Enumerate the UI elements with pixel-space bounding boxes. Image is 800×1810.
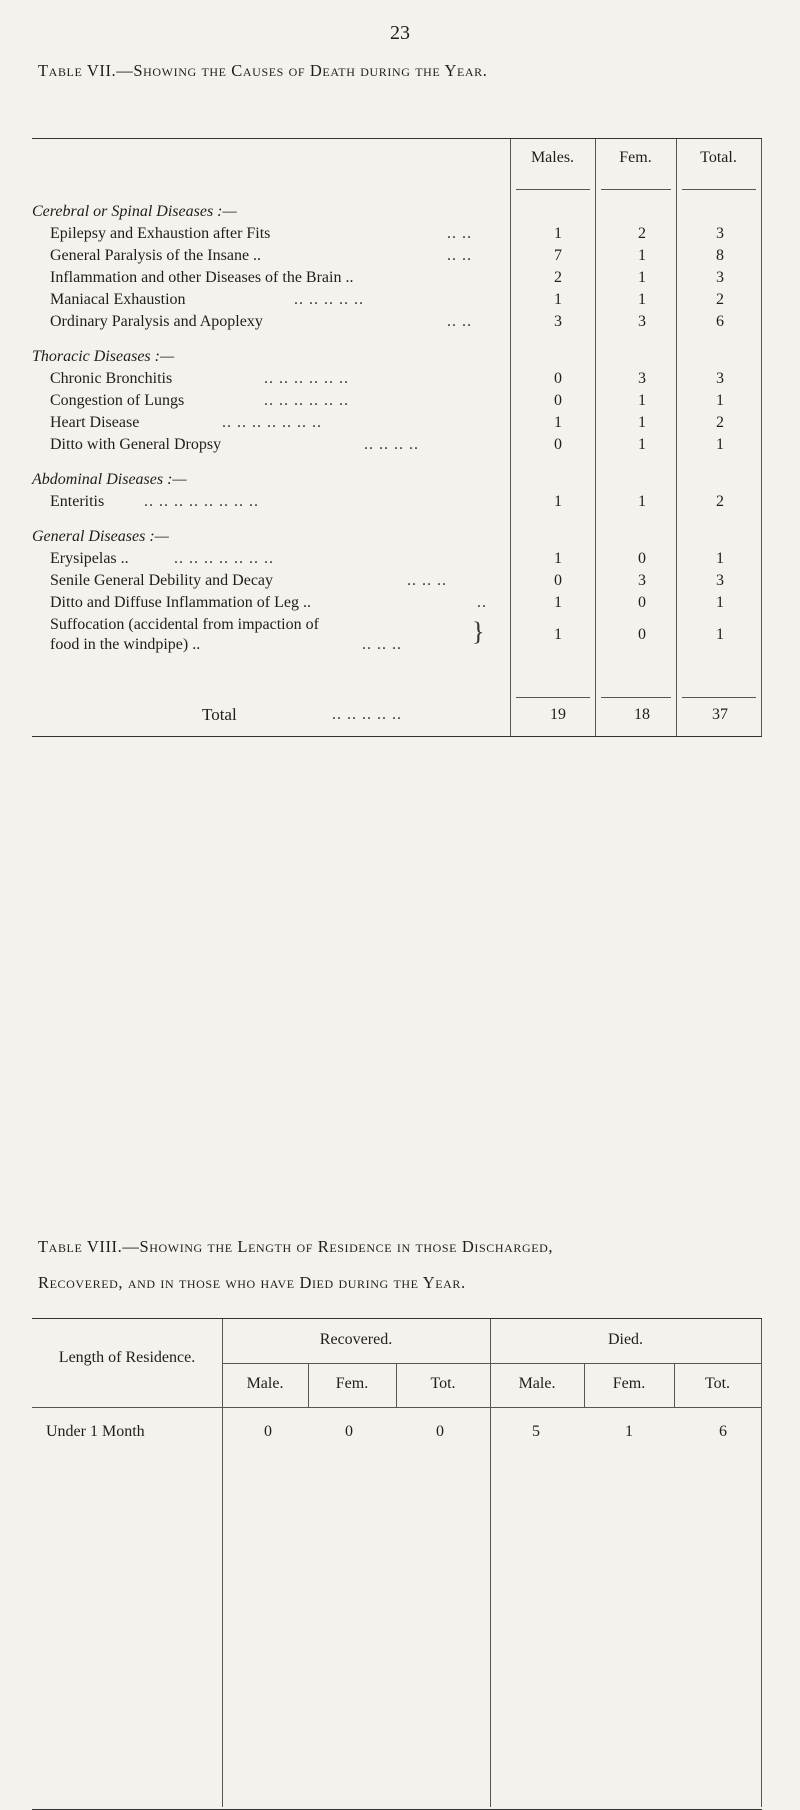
males-value: 0 — [554, 436, 562, 453]
cause-label: Ordinary Paralysis and Apoplexy — [50, 313, 263, 330]
page-number: 23 — [390, 22, 410, 44]
total-rule — [516, 697, 590, 698]
cause-label: Maniacal Exhaustion — [50, 291, 186, 308]
total-value: 1 — [716, 436, 724, 453]
cause-label: Congestion of Lungs — [50, 392, 185, 409]
males-value: 7 — [554, 247, 562, 264]
cause-label: Chronic Bronchitis — [50, 370, 173, 387]
fem-value: 2 — [638, 225, 646, 242]
value: 1 — [625, 1423, 633, 1440]
fem-value: 1 — [638, 493, 646, 510]
table-viii-caption-line-2: Recovered, and in those who have Died during the Year. — [38, 1273, 466, 1292]
cause-label: Erysipelas .. — [50, 550, 129, 567]
column-rule — [761, 1319, 762, 1807]
total-value: 8 — [716, 247, 724, 264]
sub-header-male: Male. — [246, 1375, 284, 1392]
males-value: 1 — [554, 291, 562, 308]
leader-dots: .. .. — [447, 247, 472, 264]
total-value: 1 — [716, 550, 724, 567]
cause-label: Inflammation and other Diseases of the Brain .. — [50, 269, 354, 286]
total-row — [32, 702, 762, 728]
sub-header-fem: Fem. — [612, 1375, 646, 1392]
leader-dots: .. .. .. .. .. .. — [264, 392, 349, 409]
total-rule — [601, 697, 671, 698]
cause-label-line-2: food in the windpipe) .. — [50, 636, 201, 653]
table-row — [32, 432, 762, 458]
section-heading: Cerebral or Spinal Diseases :— — [32, 203, 237, 220]
group-header-died: Died. — [607, 1331, 644, 1348]
cause-label: Ditto and Diffuse Inflammation of Leg .. — [50, 594, 311, 611]
males-total: 19 — [550, 706, 566, 723]
males-value: 1 — [554, 225, 562, 242]
value: 0 — [264, 1423, 272, 1440]
column-header-males: Males. — [530, 149, 575, 166]
total-value: 2 — [716, 414, 724, 431]
column-header-total: Total. — [700, 149, 737, 166]
leader-dots: .. .. .. — [362, 636, 402, 653]
brace-mark: } — [472, 617, 486, 646]
total-value: 2 — [716, 493, 724, 510]
fem-total: 18 — [634, 706, 650, 723]
table-row — [32, 1419, 762, 1445]
table-viii-caption — [38, 1228, 778, 1302]
males-value: 1 — [554, 550, 562, 567]
value: 5 — [532, 1423, 540, 1440]
fem-value: 1 — [638, 291, 646, 308]
cause-label: Senile General Debility and Decay — [50, 572, 274, 589]
fem-value: 0 — [638, 550, 646, 567]
value: 6 — [719, 1423, 727, 1440]
fem-value: 3 — [638, 572, 646, 589]
header-rule — [682, 189, 756, 190]
fem-value: 3 — [638, 370, 646, 387]
fem-value: 1 — [638, 436, 646, 453]
column-header-fem: Fem. — [619, 149, 652, 166]
males-value: 1 — [554, 626, 562, 643]
leader-dots: .. .. .. .. .. .. .. .. — [144, 493, 259, 510]
section-heading: Thoracic Diseases :— — [32, 348, 175, 365]
fem-value: 0 — [638, 594, 646, 611]
cause-label: Epilepsy and Exhaustion after Fits — [50, 225, 271, 242]
males-value: 1 — [554, 493, 562, 510]
sub-header-male: Male. — [518, 1375, 556, 1392]
total-value: 2 — [716, 291, 724, 308]
leader-dots: .. .. .. — [407, 572, 447, 589]
table-row — [32, 612, 762, 656]
cause-label: Heart Disease — [50, 414, 140, 431]
leader-dots: .. .. — [447, 225, 472, 242]
total-value: 6 — [716, 313, 724, 330]
residence-label: Under 1 Month — [46, 1423, 145, 1440]
males-value: 0 — [554, 370, 562, 387]
cause-label: Ditto with General Dropsy — [50, 436, 222, 453]
total-value: 1 — [716, 626, 724, 643]
section-heading: Abdominal Diseases :— — [32, 471, 187, 488]
cause-label: Enteritis — [50, 493, 105, 510]
fem-value: 1 — [638, 414, 646, 431]
fem-value: 0 — [638, 626, 646, 643]
total-rule — [682, 697, 756, 698]
leader-dots: .. .. .. .. .. — [332, 706, 402, 723]
leader-dots: .. .. .. .. .. — [294, 291, 364, 308]
header-rule — [222, 1363, 761, 1364]
header-rule — [516, 189, 590, 190]
table-row — [32, 489, 762, 515]
males-value: 0 — [554, 392, 562, 409]
males-value: 2 — [554, 269, 562, 286]
table-vii — [32, 138, 762, 737]
males-value: 3 — [554, 313, 562, 330]
fem-value: 1 — [638, 392, 646, 409]
total-value: 3 — [716, 225, 724, 242]
cause-label-line-1: Suffocation (accidental from impaction of — [50, 616, 319, 633]
group-header-recovered: Recovered. — [319, 1331, 393, 1348]
table-vii-caption: Table VII.—Showing the Causes of Death during the Year. — [38, 61, 488, 80]
leader-dots: .. .. .. .. .. .. .. — [174, 550, 274, 567]
table-viii — [32, 1318, 762, 1810]
total-label: Total — [202, 705, 237, 724]
value: 0 — [436, 1423, 444, 1440]
header-rule — [32, 1407, 761, 1408]
fem-value: 1 — [638, 269, 646, 286]
fem-value: 1 — [638, 247, 646, 264]
males-value: 1 — [554, 594, 562, 611]
leader-dots: .. .. — [447, 313, 472, 330]
leader-dots: .. — [477, 594, 487, 611]
total-value: 3 — [716, 572, 724, 589]
sub-header-tot: Tot. — [430, 1375, 456, 1392]
leader-dots: .. .. .. .. — [364, 436, 419, 453]
total-value: 3 — [716, 370, 724, 387]
table-row — [32, 309, 762, 335]
males-value: 1 — [554, 414, 562, 431]
sub-header-fem: Fem. — [335, 1375, 369, 1392]
table-viii-caption-line-1: Table VIII.—Showing the Length of Residence in those Discharged, — [38, 1237, 554, 1256]
sub-header-tot: Tot. — [704, 1375, 731, 1392]
leader-dots: .. .. .. .. .. .. .. — [222, 414, 322, 431]
value: 0 — [345, 1423, 353, 1440]
fem-value: 3 — [638, 313, 646, 330]
total-value: 1 — [716, 594, 724, 611]
males-value: 0 — [554, 572, 562, 589]
stub-header: Length of Residence. — [58, 1349, 196, 1366]
grand-total: 37 — [712, 706, 728, 723]
total-value: 1 — [716, 392, 724, 409]
section-heading: General Diseases :— — [32, 528, 169, 545]
cause-label: General Paralysis of the Insane .. — [50, 247, 262, 264]
total-value: 3 — [716, 269, 724, 286]
leader-dots: .. .. .. .. .. .. — [264, 370, 349, 387]
header-rule — [601, 189, 671, 190]
